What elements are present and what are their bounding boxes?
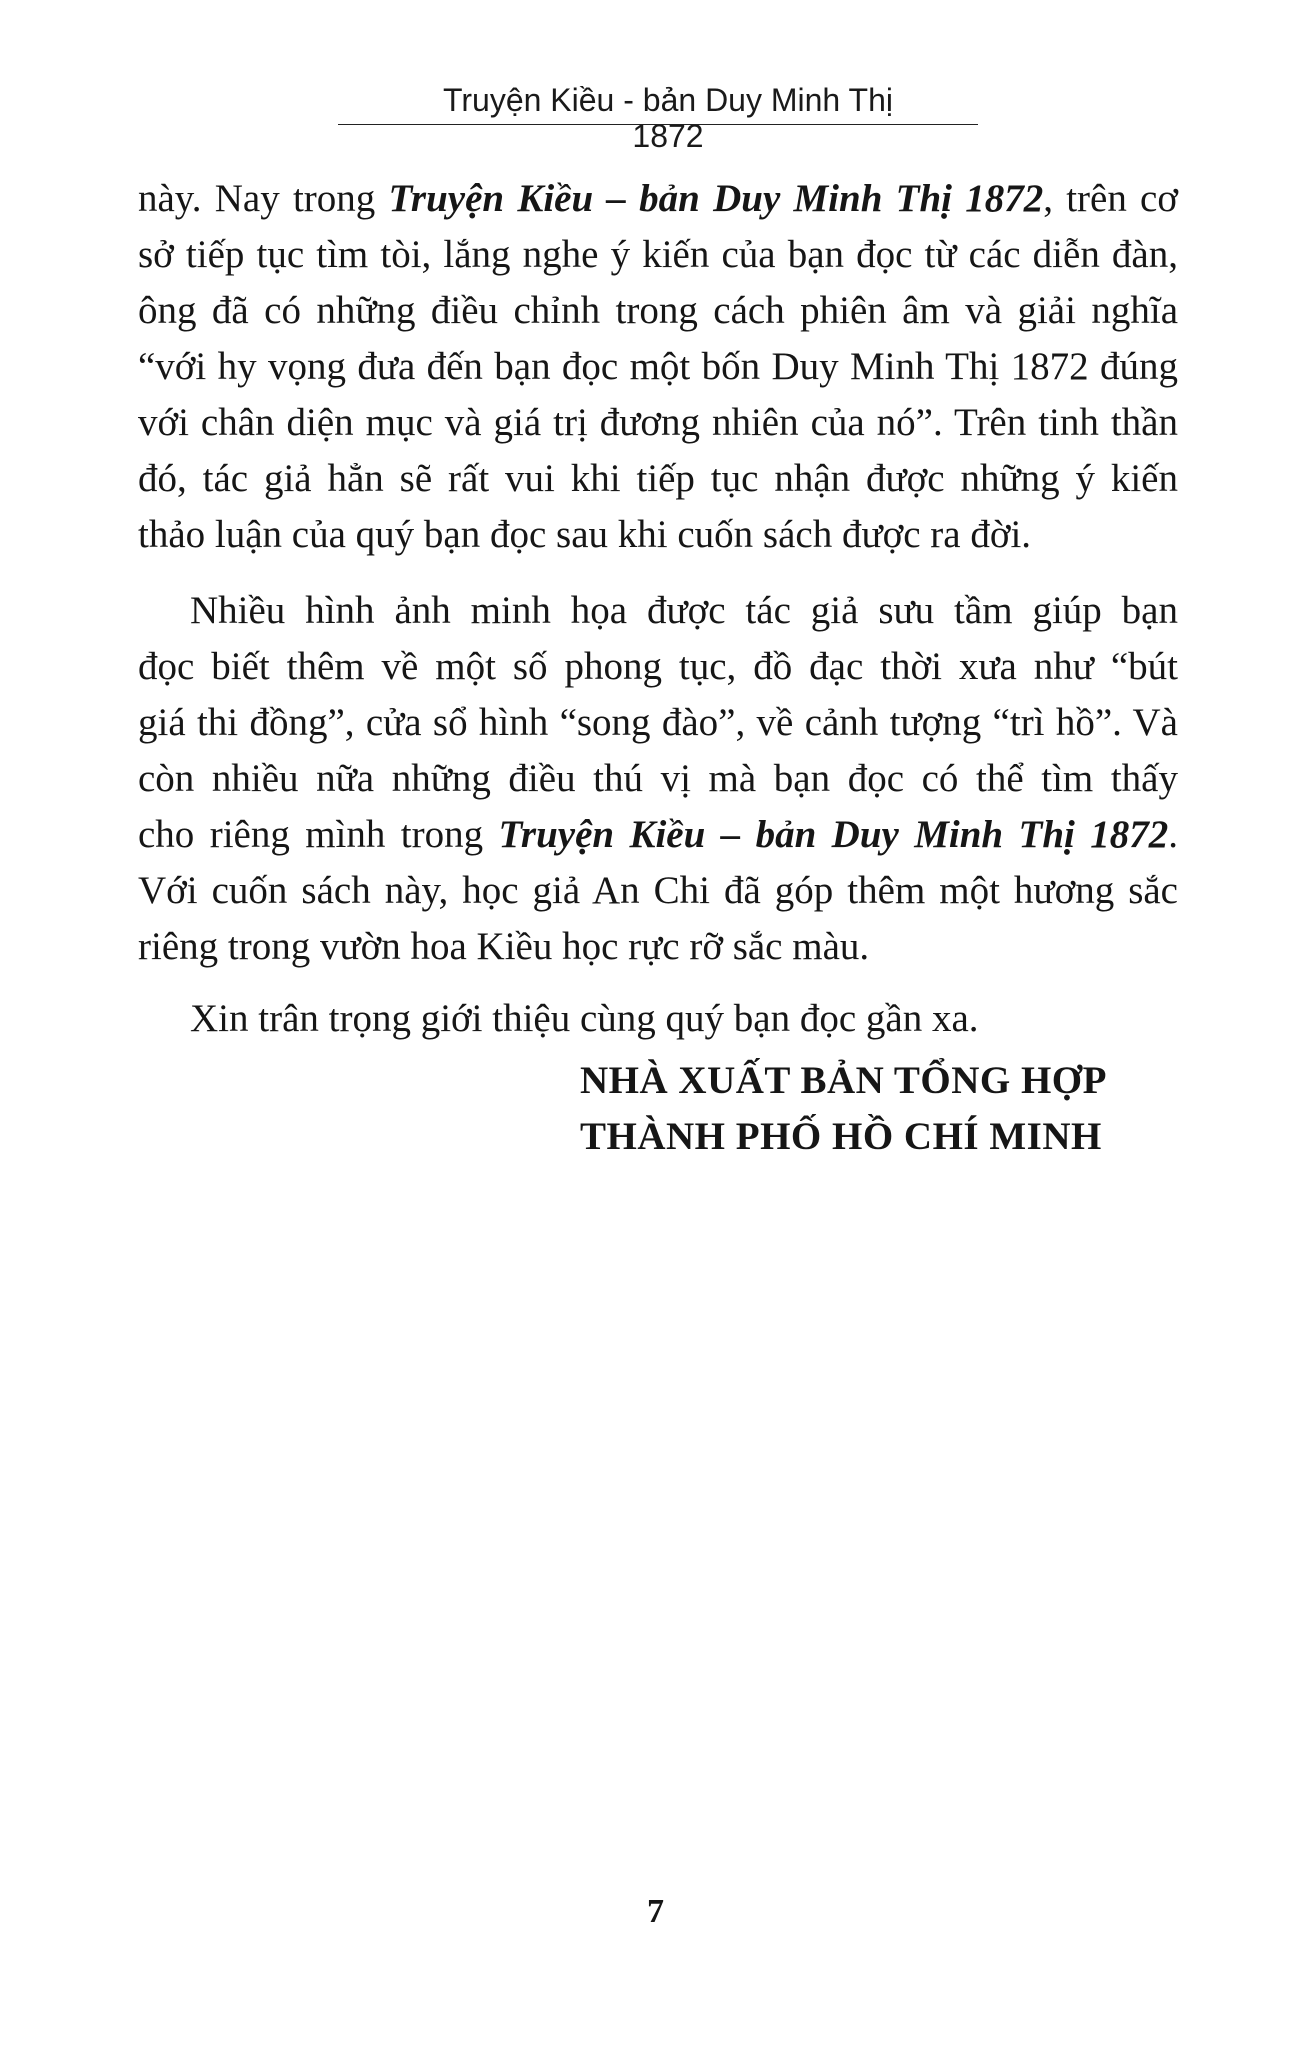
text-run: riêng trong vườn hoa Kiều học rực rỡ sắc màu. xyxy=(138,925,870,968)
paragraph-1-line-2 xyxy=(138,228,1178,282)
text-run: Với cuốn sách này, học giả An Chi đã góp thêm một hương sắc xyxy=(138,869,1178,912)
text-run: với chân diện mục và giá trị đương nhiên của nó”. Trên tinh thần xyxy=(138,401,1178,444)
text-run: Nhiều hình ảnh minh họa được tác giả sưu tầm giúp bạn xyxy=(190,589,1178,632)
text-run: đọc biết thêm về một số phong tục, đồ đạc thời xưa như “bút xyxy=(138,645,1178,688)
text-run: . xyxy=(1168,813,1179,856)
page-number: 7 xyxy=(647,1893,664,1930)
text-run: “với hy vọng đưa đến bạn đọc một bốn Duy Minh Thị 1872 đúng xyxy=(138,345,1178,388)
text-run: , trên cơ xyxy=(1043,177,1178,220)
paragraph-2-line-5 xyxy=(138,808,1178,862)
text-run: cho riêng mình trong xyxy=(138,813,499,856)
paragraph-2-line-1 xyxy=(190,584,1178,638)
text-run: Xin trân trọng giới thiệu cùng quý bạn đọc gần xa. xyxy=(190,997,979,1040)
signature-line-2: THÀNH PHỐ HỒ CHÍ MINH xyxy=(580,1115,1102,1158)
text-run: ông đã có những điều chỉnh trong cách phiên âm và giải nghĩa xyxy=(138,289,1178,332)
paragraph-1-line-6 xyxy=(138,452,1178,506)
paragraph-1-line-5 xyxy=(138,396,1178,450)
paragraph-2-line-3 xyxy=(138,696,1178,750)
paragraph-2-line-6 xyxy=(138,864,1178,918)
book-title-emphasis: Truyện Kiều – bản Duy Minh Thị 1872 xyxy=(388,177,1044,220)
text-run: còn nhiều nữa những điều thú vị mà bạn đọc có thể tìm thấy xyxy=(138,757,1178,800)
paragraph-1-line-7 xyxy=(138,508,1031,562)
text-run: thảo luận của quý bạn đọc sau khi cuốn sách được ra đời. xyxy=(138,513,1032,556)
signature-line-1: NHÀ XUẤT BẢN TỔNG HỢP xyxy=(580,1059,1107,1102)
running-head-title: Truyện Kiều - bản Duy Minh Thị 1872 xyxy=(443,82,893,154)
paragraph-2-line-7 xyxy=(138,920,869,974)
running-head-rule xyxy=(338,124,978,125)
text-run: sở tiếp tục tìm tòi, lắng nghe ý kiến của bạn đọc từ các diễn đàn, xyxy=(138,233,1178,276)
running-head xyxy=(338,82,978,154)
paragraph-1-line-3 xyxy=(138,284,1178,338)
paragraph-2-line-4 xyxy=(138,752,1178,806)
text-run: đó, tác giả hẳn sẽ rất vui khi tiếp tục nhận được những ý kiến xyxy=(138,457,1178,500)
paragraph-3-line-1 xyxy=(190,992,979,1046)
paragraph-1-line-1 xyxy=(138,172,1178,226)
paragraph-1-line-4 xyxy=(138,340,1178,394)
book-title-emphasis: Truyện Kiều – bản Duy Minh Thị 1872 xyxy=(498,813,1169,856)
paragraph-2-line-2 xyxy=(138,640,1178,694)
text-run: giá thi đồng”, cửa sổ hình “song đào”, về cảnh tượng “trì hồ”. Và xyxy=(138,701,1178,744)
text-run: này. Nay trong xyxy=(138,177,389,220)
